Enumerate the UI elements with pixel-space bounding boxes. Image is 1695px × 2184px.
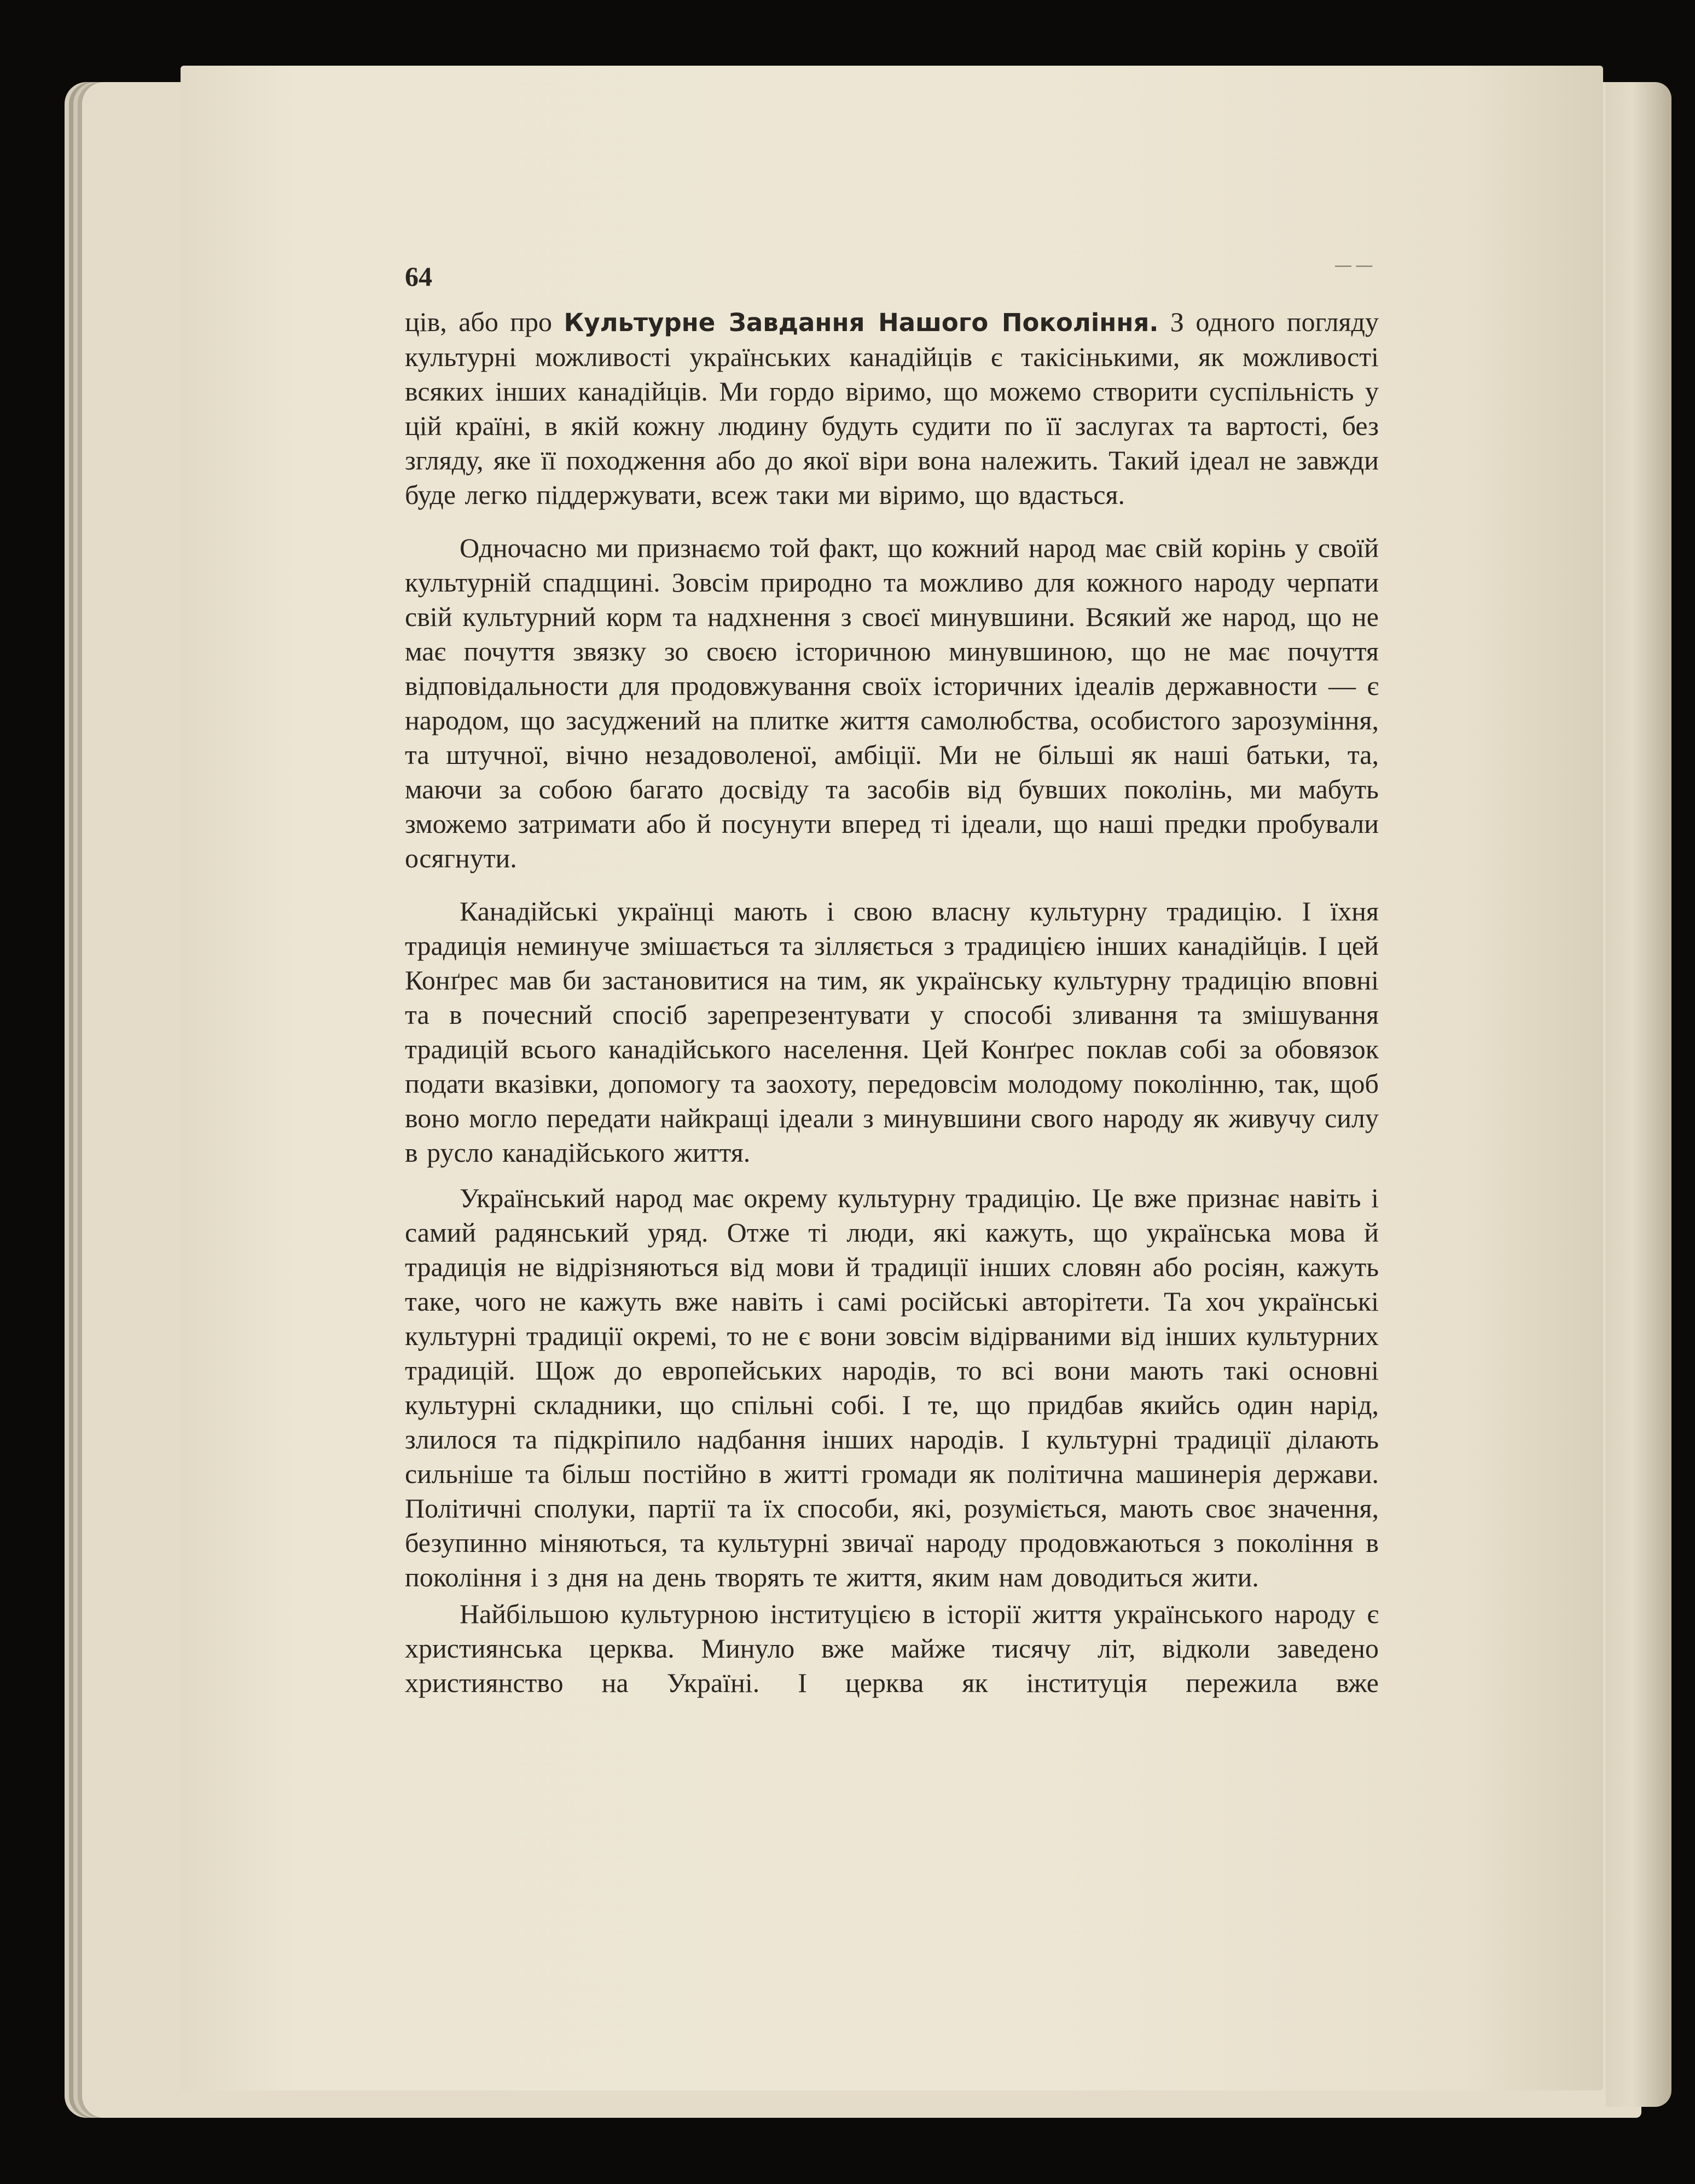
paragraph-2: Одночасно ми признаємо той факт, що кожний народ має свій корінь у своїй культурній спадщині. Зовсім природно та можливо для кожного народу черпати свій культурний корм та надхнення з своєї минувшини. Всякий же народ, що не має почуття звязку зо своєю історичною минувшиною, що не має почуття відповідальности для продовжування своїх історичних ідеалів державности — є народом, що засуджений на плитке життя самолюбства, особистого зарозуміння, та штучної, вічно незадоволеної, амбіції. Ми не більші як наші батьки, та, маючи за собою багато досвіду та засобів від бувших поколінь, ми мабуть зможемо затримати або й посунути вперед ті ідеали, що наші предки пробували осягнути. [405,532,1379,873]
corner-mark: — — [1335,256,1373,274]
paragraph-1-lead: ців, або про [405,306,564,337]
paragraph-1-bold-title: Культурне Завдання Нашого Покоління. [564,308,1159,337]
paragraph-1 [405,305,1379,512]
next-page-edge [1606,82,1671,2107]
paragraph-3: Канадійські українці мають і свою власну культурну традицію. І їхня традиція неминуче змішається та зілляється з традицією інших канадійців. І цей Конґрес мав би застановитися на тим, як українську культурну традицію вповні та в почесний спосіб зарепрезентувати у способі зливання та змішування традицій всього канадійського населення. Цей Конґрес поклав собі за обовязок подати вказівки, допомогу та заохоту, передовсім молодому поколінню, так, щоб воно могло передати найкращі ідеали з минувшини свого народу як живучу силу в русло канадійського життя. [405,896,1379,1168]
paragraph-5: Найбільшою культурною інституцією в історії життя українського народу є християнська церква. Минуло вже майже тисячу літ, відколи заведено християнство на Україні. І церква як інституція пережила вже [405,1598,1379,1698]
page-number: 64 [405,261,432,292]
paragraph-4: Український народ має окрему культурну традицію. Це вже признає навіть і самий радянський уряд. Отже ті люди, які кажуть, що українська мова й традиція не відрізняються від мови й традиції інших словян або росіян, кажуть таке, чого не кажуть вже навіть і самі російські авторітети. Та хоч українські культурні традиції окремі, то не є вони зовсім відірваними від інших культурних традицій. Щож до европейських народів, то всі вони мають такі основні культурні складники, що спільні собі. І те, що придбав якийсь один нарід, злилося та підкріпило надбання інших народів. І культурні традиції ділають сильніше та більш постійно в житті громади як політична машинерія держави. Політичні сполуки, партії та їх способи, які, розуміється, мають своє значення, безупинно міняються, та культурні звичаї народу продовжаються з покоління в покоління і з дня на день творять те життя, яким нам доводиться жити. [405,1183,1379,1592]
paragraph-1-rest: З одного погляду культурні можливості українських канадійців є такісінькими, як можливості всяких інших канадійців. Ми гордо віримо, що можемо створити суспільність у цій країні, в якій кожну людину будуть судити по її заслугах та вартості, без згляду, яке її походження або до якої віри вона належить. Такий ідеал не завжди буде легко піддержувати, всеж таки ми віримо, що вдасться. [405,306,1379,510]
page-content [405,260,1379,1711]
